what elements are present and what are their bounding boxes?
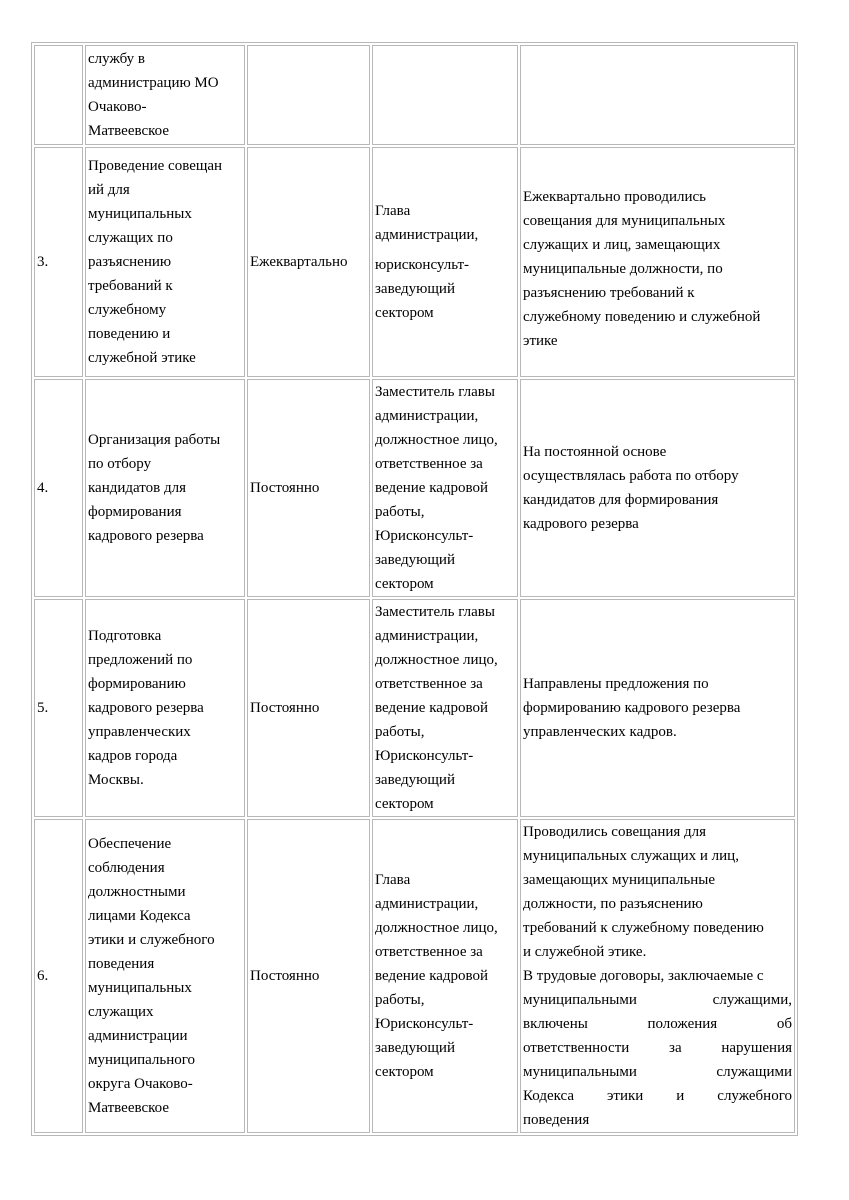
row-number [34,45,83,145]
term: Постоянно [247,819,370,1133]
term [247,45,370,145]
table-row [34,147,795,377]
term: Постоянно [247,379,370,597]
responsible [372,45,518,145]
table-row [34,45,795,145]
result: Проводились совещания для муниципальных служащих и лиц, замещающих муниципальные должности, по разъяснению требований к служебному поведению и служебной этике. В трудовые договоры, заключаемые с муниципальными служащими, включены положения об ответственности за нарушения муниципальными служащими Кодекса этики и служебного поведения [520,819,795,1133]
term: Постоянно [247,599,370,817]
term: Ежеквартально [247,147,370,377]
measure-name: Организация работы по отбору кандидатов для формирования кадрового резерва [85,379,245,597]
measure-name: Обеспечение соблюдения должностными лицами Кодекса этики и служебного поведения муниципальных служащих администрации муниципального округа Очаково- Матвеевское [85,819,245,1133]
measure-name: Проведение совещан ий для муниципальных служащих по разъяснению требований к служебному поведению и служебной этике [85,147,245,377]
result: Ежеквартально проводились совещания для муниципальных служащих и лиц, замещающих муниципальные должности, по разъяснению требований к служебному поведению и служебной этике [520,147,795,377]
responsible: Глава администрации, юрисконсульт- заведующий сектором [372,147,518,377]
responsible: Заместитель главы администрации, должностное лицо, ответственное за ведение кадровой работы, Юрисконсульт- заведующий сектором [372,599,518,817]
result [520,45,795,145]
table-row [34,599,795,817]
row-number: 3. [34,147,83,377]
row-number: 5. [34,599,83,817]
responsible: Глава администрации, должностное лицо, ответственное за ведение кадровой работы, Юрисконсульт- заведующий сектором [372,819,518,1133]
measure-name: службу в администрацию МО Очаково- Матвеевское [85,45,245,145]
responsible: Заместитель главы администрации, должностное лицо, ответственное за ведение кадровой работы, Юрисконсульт- заведующий сектором [372,379,518,597]
measure-name: Подготовка предложений по формированию кадрового резерва управленческих кадров города Москвы. [85,599,245,817]
measures-table [31,42,798,1136]
table-row [34,819,795,1133]
result: На постоянной основе осуществлялась работа по отбору кандидатов для формирования кадрового резерва [520,379,795,597]
result: Направлены предложения по формированию кадрового резерва управленческих кадров. [520,599,795,817]
row-number: 4. [34,379,83,597]
row-number: 6. [34,819,83,1133]
table-row [34,379,795,597]
